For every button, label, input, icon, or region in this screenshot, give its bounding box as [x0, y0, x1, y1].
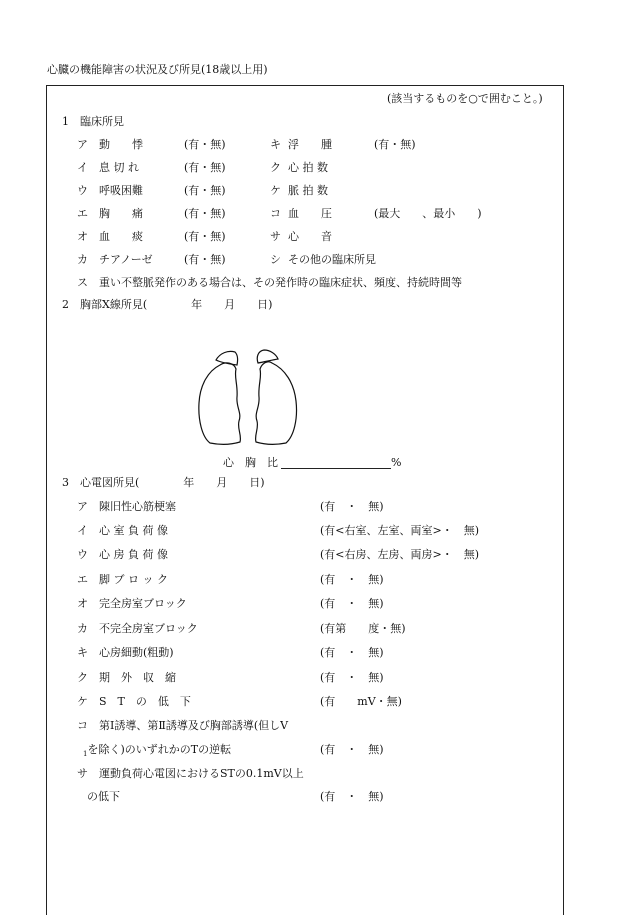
clinical-item-label: その他の臨床所見	[288, 253, 376, 266]
left-lung-shape	[199, 363, 241, 444]
clinical-item: ケ	[270, 184, 281, 197]
clinical-item: イ	[77, 161, 88, 174]
clinical-item-label: 息 切 れ	[99, 161, 139, 174]
ecg-item-label: S T の 低 下	[99, 695, 191, 708]
ecg-item-value: (有 ・ 無)	[320, 790, 384, 803]
clinical-item-label: 動 悸	[99, 138, 143, 151]
clinical-item-value: (有・無)	[184, 161, 226, 174]
instruction-text: (該当するものを○で囲むこと。)	[387, 92, 543, 105]
ecg-item-key: ク	[77, 671, 88, 684]
left-apex-shape	[216, 351, 238, 365]
section3-heading: 3 心電図所見( 年 月 日)	[62, 476, 265, 489]
clinical-item-label: 心 拍 数	[288, 161, 328, 174]
ecg-item-key: サ	[77, 767, 88, 780]
page-title: 心臓の機能障害の状況及び所見(18歳以上用)	[47, 63, 268, 76]
clinical-item-value: (有・無)	[184, 207, 226, 220]
ecg-item-label: 完全房室ブロック	[99, 597, 187, 610]
ecg-item-label: 第Ⅰ誘導、第Ⅱ誘導及び胸部誘導(但しV	[99, 719, 289, 732]
clinical-item: エ	[77, 207, 88, 220]
ecg-item-label: 心 房 負 荷 像	[99, 548, 168, 561]
cardiothoracic-ratio-label: 心 胸 比	[223, 456, 278, 469]
chest-xray-outline-icon	[190, 345, 305, 450]
ecg-item-key: コ	[77, 719, 88, 732]
clinical-item-label: チアノーゼ	[99, 253, 153, 266]
ecg-item-key: ウ	[77, 548, 88, 561]
clinical-item: ア	[77, 138, 88, 151]
cardiothoracic-ratio-unit: %	[391, 456, 402, 469]
ecg-item-value: (有 ・ 無)	[320, 500, 384, 513]
ecg-item-key: キ	[77, 646, 88, 659]
clinical-item-label: 胸 痛	[99, 207, 143, 220]
clinical-item: カ	[77, 253, 88, 266]
ecg-item-label: 脚 ブ ロ ッ ク	[99, 573, 168, 586]
right-apex-shape	[257, 350, 278, 363]
clinical-item-value: (有・無)	[184, 184, 226, 197]
clinical-item-value: (最大 、最小 )	[374, 207, 482, 220]
clinical-item-label: 脈 拍 数	[288, 184, 328, 197]
clinical-item: サ	[270, 230, 281, 243]
ecg-item-label: 運動負荷心電図におけるSTの0.1mV以上	[99, 767, 304, 780]
ecg-item-label: 心 室 負 荷 像	[99, 524, 168, 537]
clinical-item: ウ	[77, 184, 88, 197]
clinical-item-label: 血 痰	[99, 230, 143, 243]
ecg-item-label: 陳旧性心筋梗塞	[99, 500, 176, 513]
clinical-item-label: 呼吸困難	[99, 184, 143, 197]
ecg-item-label-cont: の低下	[87, 790, 120, 803]
ecg-item-label: 不完全房室ブロック	[99, 622, 198, 635]
ecg-item-value: (有 ・ 無)	[320, 573, 384, 586]
clinical-item-value: (有・無)	[184, 253, 226, 266]
right-lung-shape	[256, 362, 297, 445]
ecg-item-value: (有 ・ 無)	[320, 646, 384, 659]
ecg-item-value: (有<右房、左房、両房>・ 無)	[320, 548, 480, 561]
ecg-item-label: 期 外 収 縮	[99, 671, 176, 684]
clinical-item: シ	[270, 253, 281, 266]
clinical-item-label: 血 圧	[288, 207, 332, 220]
ecg-item-value: (有第 度・無)	[320, 622, 406, 635]
lead-subscript: 1	[83, 750, 88, 759]
clinical-item: オ	[77, 230, 88, 243]
ecg-item-key: カ	[77, 622, 88, 635]
clinical-item-value: (有・無)	[374, 138, 416, 151]
ecg-item-value: (有 ・ 無)	[320, 597, 384, 610]
ecg-item-value: (有 ・ 無)	[320, 743, 384, 756]
cardiothoracic-ratio-field[interactable]	[281, 455, 391, 469]
ecg-item-label-cont: $_1$を除く)のいずれかのTの逆転	[83, 743, 232, 759]
clinical-item: キ	[270, 138, 281, 151]
clinical-item-value: (有・無)	[184, 138, 226, 151]
ecg-item-key: イ	[77, 524, 88, 537]
section1-heading: 1 臨床所見	[62, 115, 124, 128]
ecg-item-value: (有<右室、左室、両室>・ 無)	[320, 524, 480, 537]
ecg-item-label: 心房細動(粗動)	[99, 646, 174, 659]
clinical-item-label: 心 音	[288, 230, 332, 243]
clinical-item-label: 浮 腫	[288, 138, 332, 151]
ecg-item-key: エ	[77, 573, 88, 586]
ecg-item-key: ア	[77, 500, 88, 513]
ecg-item-key: ケ	[77, 695, 88, 708]
ecg-item-value: (有 ・ 無)	[320, 671, 384, 684]
arrhythmia-note: ス 重い不整脈発作のある場合は、その発作時の臨床症状、頻度、持続時間等	[77, 276, 462, 289]
ecg-item-value: (有 mV・無)	[320, 695, 402, 708]
clinical-item: コ	[270, 207, 281, 220]
ecg-item-key: オ	[77, 597, 88, 610]
clinical-item-value: (有・無)	[184, 230, 226, 243]
section2-heading: 2 胸部X線所見( 年 月 日)	[62, 298, 273, 311]
clinical-item: ク	[270, 161, 281, 174]
